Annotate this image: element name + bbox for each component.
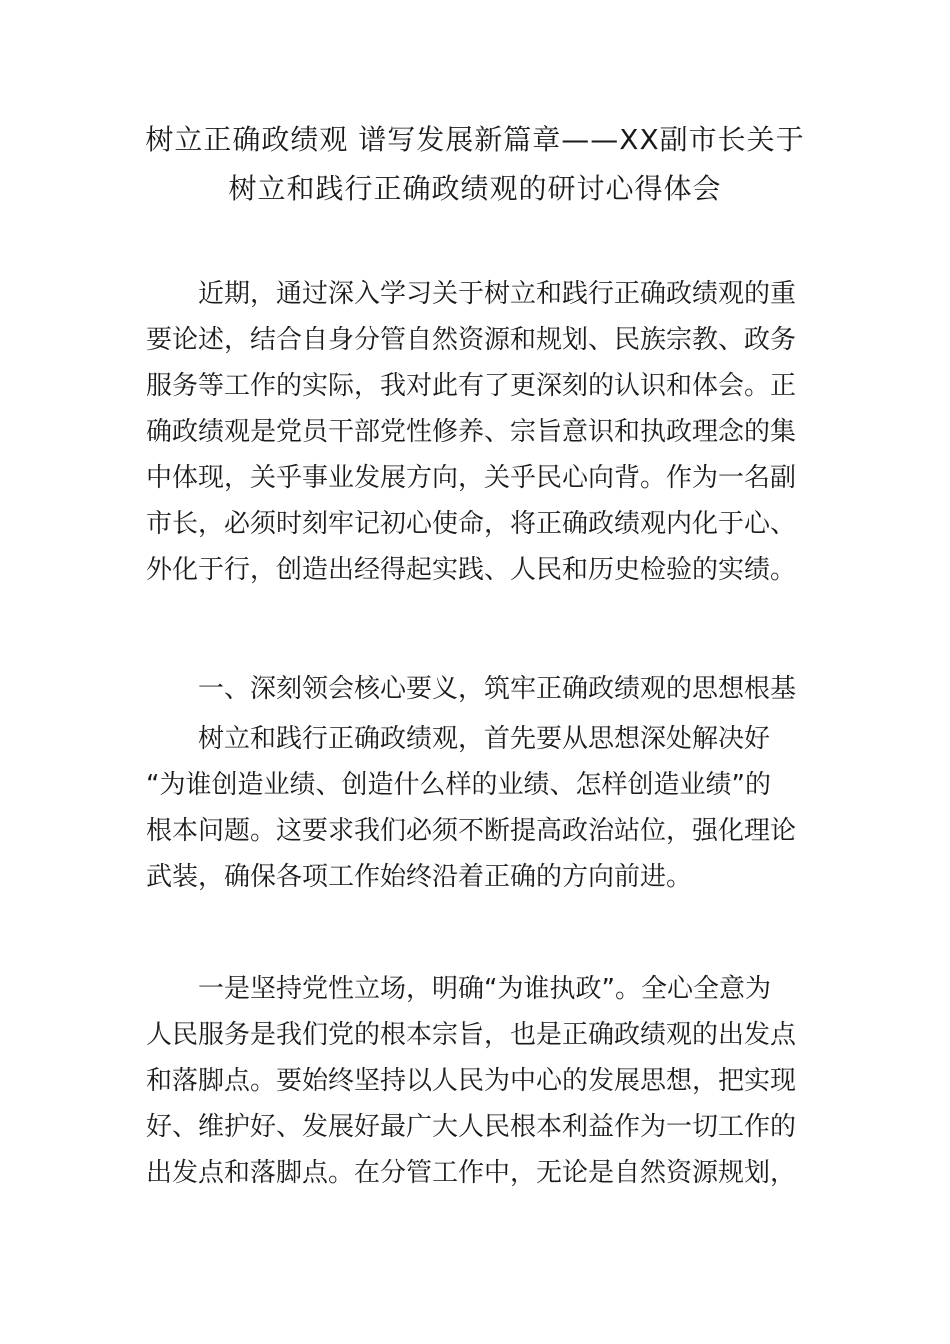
paragraph-line: 市长，必须时刻牢记初心使命，将正确政绩观内化于心、 [146,509,797,539]
paragraph-line: 武装，确保各项工作始终沿着正确的方向前进。 [146,862,693,892]
paragraph-line: 树立和践行正确政绩观，首先要从思想深处解决好 [198,724,771,754]
paragraph-line: 近期，通过深入学习关于树立和践行正确政绩观的重 [198,279,797,309]
paragraph-line: “为谁创造业绩、创造什么样的业绩、怎样创造业绩”的 [146,770,771,800]
paragraph-line: 人民服务是我们党的根本宗旨，也是正确政绩观的出发点 [146,1020,797,1050]
intro-paragraph [146,271,806,593]
paragraph-line: 好、维护好、发展好最广大人民根本利益作为一切工作的 [146,1112,797,1142]
paragraph-line: 和落脚点。要始终坚持以人民为中心的发展思想，把实现 [146,1066,797,1096]
paragraph-line: 出发点和落脚点。在分管工作中，无论是自然资源规划， [146,1158,797,1188]
section-heading-text: 一、深刻领会核心要义，筑牢正确政绩观的思想根基 [198,674,797,704]
paragraph-line: 一是坚持党性立场，明确“为谁执政”。全心全意为 [198,974,771,1004]
document-title-line-2: 树立和践行正确政绩观的研讨心得体会 [228,172,722,205]
point1-paragraph [146,966,806,1196]
paragraph-line: 根本问题。这要求我们必须不断提高政治站位，强化理论 [146,816,797,846]
section-heading [146,666,806,712]
section1-paragraph [146,716,806,900]
paragraph-line: 确政绩观是党员干部党性修养、宗旨意识和执政理念的集 [146,417,797,447]
paragraph-line: 要论述，结合自身分管自然资源和规划、民族宗教、政务 [146,325,797,355]
paragraph-line: 中体现，关乎事业发展方向，关乎民心向背。作为一名副 [146,463,797,493]
paragraph-line: 服务等工作的实际，我对此有了更深刻的认识和体会。正 [146,371,797,401]
document-title-line-1: 树立正确政绩观 谱写发展新篇章——XX副市长关于 [145,123,805,156]
paragraph-line: 外化于行，创造出经得起实践、人民和历史检验的实绩。 [146,555,797,585]
